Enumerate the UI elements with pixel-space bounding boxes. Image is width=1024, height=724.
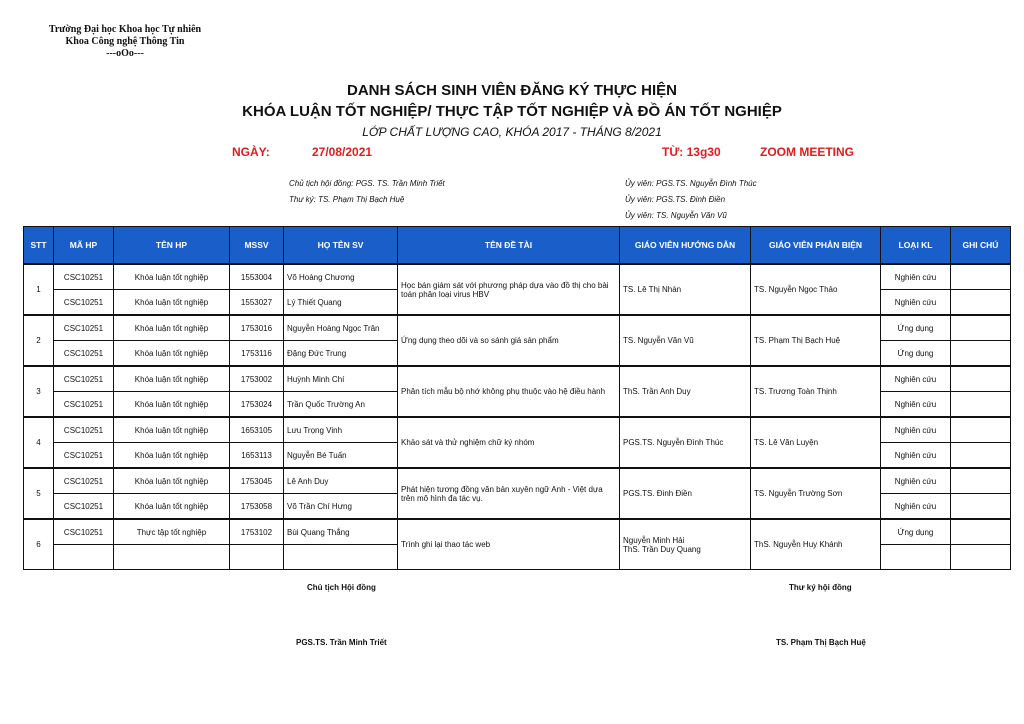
- column-header: TÊN HP: [114, 227, 230, 265]
- topic-cell: Ứng dụng theo dõi và so sánh giá sản phẩm: [398, 315, 620, 366]
- course-name-cell: Khóa luận tốt nghiệp: [114, 315, 230, 341]
- thesis-type-cell: Nghiên cứu: [881, 468, 951, 494]
- thesis-type-cell: Nghiên cứu: [881, 443, 951, 469]
- date-value: 27/08/2021: [312, 145, 373, 159]
- title-line-2: KHÓA LUẬN TỐT NGHIỆP/ THỰC TẬP TỐT NGHIỆP VÀ ĐỒ ÁN TỐT NGHIỆP: [242, 103, 782, 120]
- note-cell: [951, 494, 1011, 520]
- stt-cell: 2: [24, 315, 54, 366]
- title-line-3: LỚP CHẤT LƯỢNG CAO, KHÓA 2017 - THÁNG 8/2021: [362, 125, 662, 139]
- course-code-cell: CSC10251: [54, 443, 114, 469]
- course-name-cell: Khóa luận tốt nghiệp: [114, 468, 230, 494]
- course-name-cell: Khóa luận tốt nghiệp: [114, 341, 230, 367]
- course-code-cell: CSC10251: [54, 417, 114, 443]
- advisor-cell: TS. Nguyễn Văn Vũ: [620, 315, 751, 366]
- student-id-cell: 1753102: [230, 519, 284, 545]
- institution-header: [30, 24, 220, 60]
- stt-cell: 4: [24, 417, 54, 468]
- course-name-cell: Khóa luận tốt nghiệp: [114, 264, 230, 290]
- course-name-cell: Khóa luận tốt nghiệp: [114, 494, 230, 520]
- student-id-cell: 1753045: [230, 468, 284, 494]
- chair-signature-title: Chủ tịch Hội đồng: [307, 583, 376, 592]
- student-name-cell: Đặng Đức Trung: [284, 341, 398, 367]
- student-id-cell: 1753058: [230, 494, 284, 520]
- student-name-cell: Lưu Trọng Vinh: [284, 417, 398, 443]
- thesis-type-cell: Nghiên cứu: [881, 392, 951, 418]
- committee-chair: Chủ tịch hội đồng: PGS. TS. Trần Minh Triết: [289, 179, 445, 188]
- course-code-cell: CSC10251: [54, 392, 114, 418]
- course-name-cell: Khóa luận tốt nghiệp: [114, 443, 230, 469]
- student-id-cell: 1753016: [230, 315, 284, 341]
- note-cell: [951, 315, 1011, 341]
- thesis-type-cell: Nghiên cứu: [881, 366, 951, 392]
- student-name-cell: Trần Quốc Trường An: [284, 392, 398, 418]
- student-name-cell: Võ Trần Chí Hưng: [284, 494, 398, 520]
- thesis-type-cell: Nghiên cứu: [881, 264, 951, 290]
- topic-cell: Trình ghi lại thao tác web: [398, 519, 620, 570]
- course-code-cell: CSC10251: [54, 264, 114, 290]
- column-header: TÊN ĐỀ TÀI: [398, 227, 620, 265]
- student-name-cell: Huỳnh Minh Chí: [284, 366, 398, 392]
- note-cell: [951, 519, 1011, 545]
- student-table: [23, 226, 1011, 570]
- student-name-cell: Lê Anh Duy: [284, 468, 398, 494]
- table-row: [24, 366, 1011, 392]
- course-name-cell: Khóa luận tốt nghiệp: [114, 417, 230, 443]
- reviewer-cell: ThS. Nguyễn Huy Khánh: [751, 519, 881, 570]
- column-header: GIÁO VIÊN HƯỚNG DẪN: [620, 227, 751, 265]
- course-code-cell: [54, 545, 114, 570]
- stt-cell: 3: [24, 366, 54, 417]
- date-label: NGÀY:: [232, 145, 270, 159]
- course-name-cell: Khóa luận tốt nghiệp: [114, 392, 230, 418]
- secretary-signature-title: Thư ký hội đồng: [789, 583, 852, 592]
- note-cell: [951, 366, 1011, 392]
- stt-cell: 5: [24, 468, 54, 519]
- time-label: TỪ: 13g30: [662, 145, 721, 159]
- thesis-type-cell: Ứng dụng: [881, 341, 951, 367]
- student-id-cell: 1653105: [230, 417, 284, 443]
- committee-member-1: Ủy viên: PGS.TS. Nguyễn Đình Thúc: [625, 179, 757, 188]
- advisor-cell: PGS.TS. Đinh Điền: [620, 468, 751, 519]
- course-name-cell: Khóa luận tốt nghiệp: [114, 366, 230, 392]
- table-row: [24, 264, 1011, 290]
- venue-label: ZOOM MEETING: [760, 145, 854, 159]
- committee-member-3: Ủy viên: TS. Nguyễn Văn Vũ: [625, 211, 727, 220]
- student-name-cell: Nguyễn Bé Tuấn: [284, 443, 398, 469]
- course-code-cell: CSC10251: [54, 519, 114, 545]
- header-ornament: ---oOo---: [106, 48, 144, 59]
- student-id-cell: 1753024: [230, 392, 284, 418]
- note-cell: [951, 264, 1011, 290]
- thesis-type-cell: Nghiên cứu: [881, 494, 951, 520]
- course-code-cell: CSC10251: [54, 341, 114, 367]
- note-cell: [951, 341, 1011, 367]
- student-id-cell: 1753116: [230, 341, 284, 367]
- secretary-signature-name: TS. Phạm Thị Bạch Huệ: [776, 638, 866, 647]
- note-cell: [951, 468, 1011, 494]
- note-cell: [951, 417, 1011, 443]
- table-row: [24, 315, 1011, 341]
- stt-cell: 1: [24, 264, 54, 315]
- topic-cell: Học bán giám sát với phương pháp dựa vào đồ thị cho bài toán phân loại virus HBV: [398, 264, 620, 315]
- title-line-1: DANH SÁCH SINH VIÊN ĐĂNG KÝ THỰC HIỆN: [347, 82, 677, 99]
- column-header: GIÁO VIÊN PHẢN BIỆN: [751, 227, 881, 265]
- reviewer-cell: TS. Phạm Thị Bạch Huệ: [751, 315, 881, 366]
- faculty-name: Khoa Công nghệ Thông Tin: [65, 36, 185, 47]
- student-name-cell: Lý Thiết Quang: [284, 290, 398, 316]
- advisor-cell: ThS. Trần Anh Duy: [620, 366, 751, 417]
- topic-cell: Khảo sát và thử nghiệm chữ ký nhóm: [398, 417, 620, 468]
- advisor-cell: Nguyễn Minh Hải ThS. Trần Duy Quang: [620, 519, 751, 570]
- committee-secretary: Thư ký: TS. Phạm Thị Bạch Huệ: [289, 195, 405, 204]
- reviewer-cell: TS. Nguyễn Trường Sơn: [751, 468, 881, 519]
- topic-cell: Phát hiện tương đồng văn bản xuyên ngữ Anh - Việt dựa trên mô hình đa tác vụ.: [398, 468, 620, 519]
- note-cell: [951, 443, 1011, 469]
- thesis-type-cell: Ứng dụng: [881, 315, 951, 341]
- note-cell: [951, 290, 1011, 316]
- reviewer-cell: TS. Trương Toàn Thịnh: [751, 366, 881, 417]
- thesis-type-cell: [881, 545, 951, 570]
- topic-cell: Phân tích mẫu bộ nhớ không phụ thuộc vào hệ điều hành: [398, 366, 620, 417]
- course-code-cell: CSC10251: [54, 468, 114, 494]
- course-code-cell: CSC10251: [54, 290, 114, 316]
- student-name-cell: Nguyễn Hoàng Ngọc Trân: [284, 315, 398, 341]
- table-row: [24, 417, 1011, 443]
- column-header: GHI CHÚ: [951, 227, 1011, 265]
- course-name-cell: Thực tập tốt nghiệp: [114, 519, 230, 545]
- course-name-cell: [114, 545, 230, 570]
- course-code-cell: CSC10251: [54, 315, 114, 341]
- student-name-cell: [284, 545, 398, 570]
- university-name: Trường Đại học Khoa học Tự nhiên: [48, 24, 202, 35]
- table-header-row: [24, 227, 1011, 265]
- table-row: [24, 519, 1011, 545]
- course-name-cell: Khóa luận tốt nghiệp: [114, 290, 230, 316]
- student-name-cell: Võ Hoàng Chương: [284, 264, 398, 290]
- advisor-cell: TS. Lê Thị Nhàn: [620, 264, 751, 315]
- student-id-cell: 1553027: [230, 290, 284, 316]
- committee-member-2: Ủy viên: PGS.TS. Đinh Điền: [625, 195, 726, 204]
- thesis-type-cell: Nghiên cứu: [881, 417, 951, 443]
- note-cell: [951, 392, 1011, 418]
- column-header: HỌ TÊN SV: [284, 227, 398, 265]
- column-header: MÃ HP: [54, 227, 114, 265]
- student-name-cell: Bùi Quang Thắng: [284, 519, 398, 545]
- course-code-cell: CSC10251: [54, 366, 114, 392]
- column-header: STT: [24, 227, 54, 265]
- course-code-cell: CSC10251: [54, 494, 114, 520]
- student-id-cell: 1553004: [230, 264, 284, 290]
- student-id-cell: [230, 545, 284, 570]
- stt-cell: 6: [24, 519, 54, 570]
- student-id-cell: 1753002: [230, 366, 284, 392]
- reviewer-cell: TS. Lê Văn Luyện: [751, 417, 881, 468]
- advisor-cell: PGS.TS. Nguyễn Đình Thúc: [620, 417, 751, 468]
- thesis-type-cell: Ứng dụng: [881, 519, 951, 545]
- column-header: LOẠI KL: [881, 227, 951, 265]
- thesis-type-cell: Nghiên cứu: [881, 290, 951, 316]
- student-id-cell: 1653113: [230, 443, 284, 469]
- chair-signature-name: PGS.TS. Trần Minh Triết: [296, 638, 387, 647]
- note-cell: [951, 545, 1011, 570]
- table-row: [24, 468, 1011, 494]
- column-header: MSSV: [230, 227, 284, 265]
- reviewer-cell: TS. Nguyễn Ngọc Thảo: [751, 264, 881, 315]
